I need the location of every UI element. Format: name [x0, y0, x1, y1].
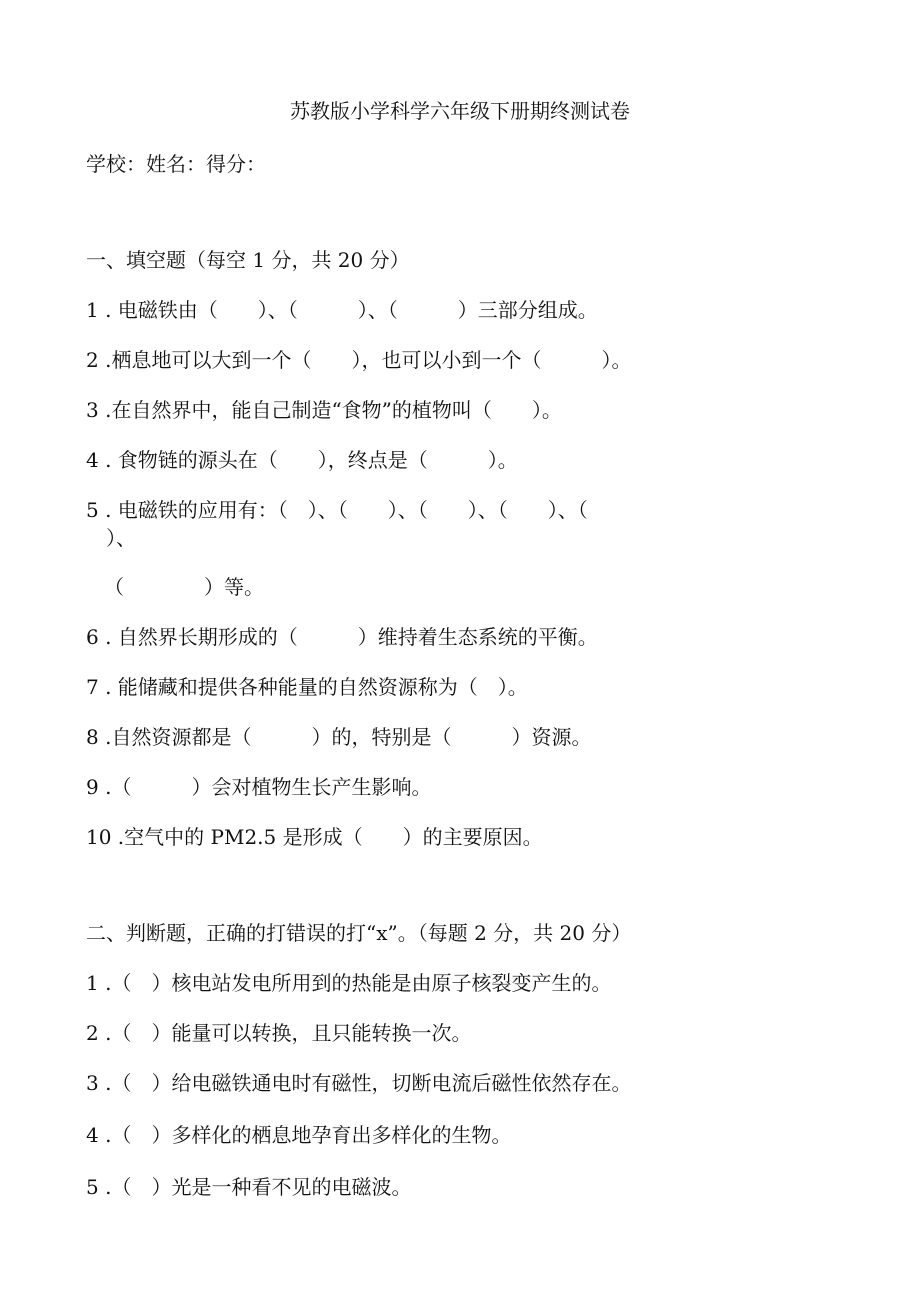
- fill-blank-question-5-end: （ ）等。: [104, 575, 264, 599]
- fill-blank-question-5: 5 . 电磁铁的应用有：（ ）、（ ）、（ ）、（ ）、（: [86, 498, 588, 522]
- section1-heading: 一、填空题（每空 1 分，共 20 分）: [86, 248, 410, 272]
- exam-title: 苏教版小学科学六年级下册期终测试卷: [290, 99, 630, 123]
- fill-blank-question-6: 6 . 自然界长期形成的（ ）维持着生态系统的平衡。: [86, 625, 598, 649]
- fill-blank-question-10: 10 .空气中的 PM2.5 是形成（ ）的主要原因。: [86, 825, 543, 849]
- true-false-question-1: 1 .（ ）核电站发电所用到的热能是由原子核裂变产生的。: [86, 971, 612, 995]
- fill-blank-question-2: 2 .栖息地可以大到一个（ ），也可以小到一个（ ）。: [86, 348, 632, 372]
- fill-blank-question-3: 3 .在自然界中，能自己制造“食物”的植物叫（ ）。: [86, 398, 562, 422]
- true-false-question-5: 5 .（ ）光是一种看不见的电磁波。: [86, 1175, 412, 1199]
- fill-blank-question-1: 1 . 电磁铁由（ ）、（ ）、（ ）三部分组成。: [86, 298, 598, 322]
- header-fields: 学校：姓名：得分：: [86, 152, 266, 176]
- fill-blank-question-7: 7 . 能储藏和提供各种能量的自然资源称为（ ）。: [86, 675, 528, 699]
- fill-blank-question-5-cont: ）、: [86, 526, 136, 550]
- fill-blank-question-9: 9 .（ ）会对植物生长产生影响。: [86, 775, 432, 799]
- fill-blank-question-8: 8 .自然资源都是（ ）的，特别是（ ）资源。: [86, 725, 592, 749]
- fill-blank-question-4: 4 . 食物链的源头在（ ），终点是（ ）。: [86, 448, 518, 472]
- true-false-question-3: 3 .（ ）给电磁铁通电时有磁性，切断电流后磁性依然存在。: [86, 1071, 632, 1095]
- true-false-question-4: 4 .（ ）多样化的栖息地孕育出多样化的生物。: [86, 1123, 512, 1147]
- section2-heading: 二、判断题，正确的打错误的打“x”。（每题 2 分，共 20 分）: [86, 921, 632, 945]
- true-false-question-2: 2 .（ ）能量可以转换，且只能转换一次。: [86, 1021, 472, 1045]
